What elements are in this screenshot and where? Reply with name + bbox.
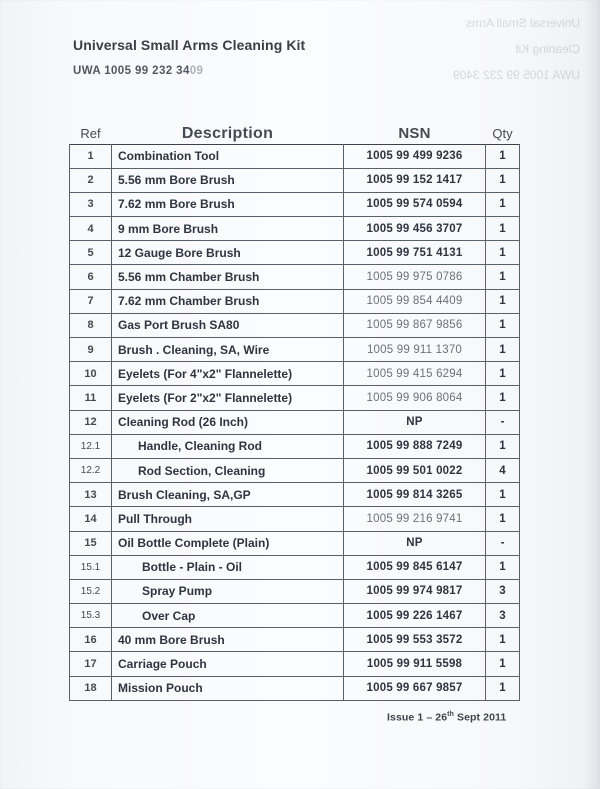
cell-qty: 1 (486, 168, 520, 192)
cell-qty: - (486, 531, 520, 555)
cell-nsn: 1005 99 501 0022 (344, 458, 486, 482)
table-row (70, 362, 520, 386)
table-row (70, 652, 520, 676)
cell-description: Eyelets (For 2"x2" Flannelette) (112, 386, 344, 410)
cell-description: 5.56 mm Chamber Brush (112, 265, 344, 289)
ghost-line: Cleaning Kit (515, 42, 580, 56)
cell-ref: 15.2 (70, 579, 112, 603)
cell-nsn: 1005 99 975 0786 (344, 265, 486, 289)
cell-nsn: 1005 99 667 9857 (344, 676, 486, 700)
table-row (70, 265, 520, 289)
cell-nsn: 1005 99 974 9817 (344, 579, 486, 603)
cell-description: Pull Through (112, 507, 344, 531)
cell-nsn: 1005 99 751 4131 (344, 241, 486, 265)
table-row (70, 555, 520, 579)
cell-ref: 12.1 (70, 434, 112, 458)
cell-description: Carriage Pouch (112, 652, 344, 676)
cell-ref: 8 (70, 313, 112, 337)
page-title: Universal Small Arms Cleaning Kit (73, 37, 306, 53)
cell-nsn: 1005 99 553 3572 (344, 628, 486, 652)
cell-description: Rod Section, Cleaning (112, 458, 344, 482)
cell-nsn: 1005 99 845 6147 (344, 555, 486, 579)
table-row (70, 386, 520, 410)
table-row (70, 289, 520, 313)
cell-qty: 1 (486, 144, 520, 168)
header-description: Description (181, 124, 274, 142)
cell-nsn: NP (344, 410, 486, 434)
cell-ref: 18 (70, 676, 112, 700)
kit-code-main: UWA 1005 99 232 34 (73, 65, 190, 77)
cell-qty: 1 (486, 386, 520, 410)
issue-text: Issue 1 – 26 (387, 711, 448, 724)
bleed-through-text (330, 10, 580, 88)
cell-qty: 1 (486, 628, 520, 652)
cell-ref: 13 (70, 483, 112, 507)
cell-ref: 12 (70, 410, 112, 434)
cell-nsn: 1005 99 867 9856 (344, 313, 486, 337)
cell-qty: 1 (486, 434, 520, 458)
cell-qty: 3 (486, 579, 520, 603)
cell-description: 40 mm Bore Brush (112, 628, 344, 652)
cell-nsn: 1005 99 152 1417 (344, 168, 486, 192)
table-row (70, 531, 520, 555)
table-row (70, 604, 520, 628)
header-ref: Ref (80, 126, 101, 142)
cell-qty: 1 (486, 338, 520, 362)
cell-qty: 1 (486, 265, 520, 289)
cell-description: Brush Cleaning, SA,GP (112, 483, 344, 507)
table-row (70, 676, 520, 700)
table-row (70, 313, 520, 337)
cell-ref: 4 (70, 217, 112, 241)
date-superscript: th (447, 711, 454, 718)
cell-qty: 1 (486, 217, 520, 241)
cell-qty: 1 (486, 555, 520, 579)
parts-table-body (70, 144, 520, 700)
ghost-line: UWA 1005 99 232 3409 (453, 68, 580, 82)
cell-qty: 1 (486, 507, 520, 531)
cell-ref: 17 (70, 652, 112, 676)
cell-description: 12 Gauge Bore Brush (112, 241, 344, 265)
cell-ref: 1 (70, 144, 112, 168)
cell-nsn: 1005 99 854 4409 (344, 289, 486, 313)
cell-qty: - (486, 410, 520, 434)
cell-nsn: 1005 99 574 0594 (344, 192, 486, 216)
table-row (70, 458, 520, 482)
cell-description: Combination Tool (112, 144, 344, 168)
cell-nsn: 1005 99 911 1370 (344, 338, 486, 362)
cell-ref: 12.2 (70, 458, 112, 482)
cell-ref: 11 (70, 386, 112, 410)
cell-qty: 4 (486, 458, 520, 482)
cell-nsn: 1005 99 226 1467 (344, 604, 486, 628)
cell-description: Handle, Cleaning Rod (112, 434, 344, 458)
table-row (70, 410, 520, 434)
cell-ref: 15.3 (70, 604, 112, 628)
cell-nsn: 1005 99 906 8064 (344, 386, 486, 410)
cell-description: 5.56 mm Bore Brush (112, 168, 344, 192)
cell-nsn: 1005 99 911 5598 (344, 652, 486, 676)
cell-ref: 7 (70, 289, 112, 313)
cell-description: Mission Pouch (112, 676, 344, 700)
table-row (70, 241, 520, 265)
cell-qty: 1 (486, 652, 520, 676)
kit-code (73, 65, 203, 77)
cell-nsn: 1005 99 814 3265 (344, 483, 486, 507)
issue-date: Sept 2011 (453, 711, 507, 724)
parts-table (69, 124, 520, 701)
cell-nsn: 1005 99 499 9236 (344, 144, 486, 168)
cell-qty: 1 (486, 483, 520, 507)
cell-description: Brush . Cleaning, SA, Wire (112, 338, 344, 362)
cell-ref: 5 (70, 241, 112, 265)
table-row (70, 507, 520, 531)
cell-nsn: 1005 99 888 7249 (344, 434, 486, 458)
ghost-line: Universal Small Arms (465, 16, 580, 30)
cell-ref: 10 (70, 362, 112, 386)
cell-description: Cleaning Rod (26 Inch) (112, 410, 344, 434)
table-row (70, 579, 520, 603)
cell-qty: 1 (486, 313, 520, 337)
table-row (70, 434, 520, 458)
table-row (70, 628, 520, 652)
table-row (70, 338, 520, 362)
cell-nsn: 1005 99 415 6294 (344, 362, 486, 386)
cell-nsn: 1005 99 216 9741 (344, 507, 486, 531)
paper-edge-shadow (584, 0, 600, 789)
cell-ref: 16 (70, 628, 112, 652)
cell-description: Gas Port Brush SA80 (112, 313, 344, 337)
cell-ref: 15 (70, 531, 112, 555)
table-row (70, 483, 520, 507)
cell-qty: 1 (486, 192, 520, 216)
cell-description: Eyelets (For 4"x2" Flannelette) (112, 362, 344, 386)
cell-description: 7.62 mm Bore Brush (112, 192, 344, 216)
cell-description: 7.62 mm Chamber Brush (112, 289, 344, 313)
header-qty: Qty (492, 126, 513, 142)
issue-footer (387, 711, 506, 724)
table-row (70, 144, 520, 168)
cell-ref: 3 (70, 192, 112, 216)
cell-description: Spray Pump (112, 579, 344, 603)
cell-qty: 1 (486, 362, 520, 386)
cell-nsn: 1005 99 456 3707 (344, 217, 486, 241)
cell-qty: 3 (486, 604, 520, 628)
table-row (70, 217, 520, 241)
table-row (70, 168, 520, 192)
table-header-row (70, 124, 520, 144)
cell-ref: 9 (70, 338, 112, 362)
cell-ref: 15.1 (70, 555, 112, 579)
header-nsn: NSN (398, 125, 431, 143)
cell-nsn: NP (344, 531, 486, 555)
cell-qty: 1 (486, 241, 520, 265)
cell-description: 9 mm Bore Brush (112, 217, 344, 241)
cell-qty: 1 (486, 676, 520, 700)
cell-description: Over Cap (112, 604, 344, 628)
table-row (70, 192, 520, 216)
cell-ref: 2 (70, 168, 112, 192)
cell-ref: 6 (70, 265, 112, 289)
cell-description: Bottle - Plain - Oil (112, 555, 344, 579)
kit-code-faded: 09 (189, 65, 204, 77)
cell-qty: 1 (486, 289, 520, 313)
cell-description: Oil Bottle Complete (Plain) (112, 531, 344, 555)
cell-ref: 14 (70, 507, 112, 531)
